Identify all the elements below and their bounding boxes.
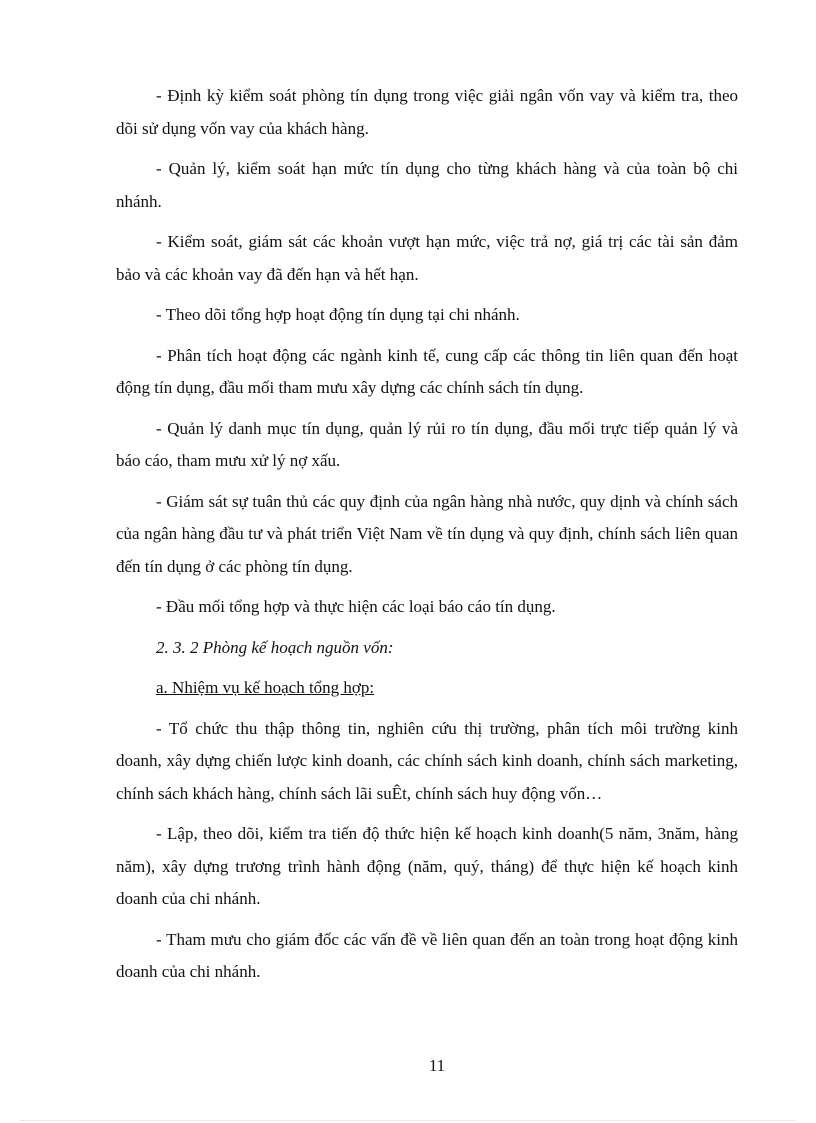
paragraph-economic-analysis: - Phân tích hoạt động các ngành kinh tế, cung cấp các thông tin liên quan đến hoạt động tín dụng, đầu mối tham mưu xây dựng các chính sách tín dụng.: [116, 345, 738, 397]
paragraph-compliance-supervision: - Giám sát sự tuân thủ các quy định của ngân hàng nhà nước, quy dịnh và chính sách của ngân hàng đầu tư và phát triển Việt Nam về tín dụng và quy định, chính sách liên quan đến tín dụng ở các phòng tín dụng.: [116, 491, 738, 576]
paragraph-market-research: - Tổ chức thu thập thông tin, nghiên cứu thị trường, phân tích môi trường kinh doanh, xây dựng chiến lược kinh doanh, các chính sách kinh doanh, chính sách marketing, chính sách khách hàng, chính sách lãi suÊt, chính sách huy động vốn…: [116, 718, 738, 803]
page-number: 11: [428, 1056, 446, 1075]
paragraph-credit-reporting: - Đầu mối tổng hợp và thực hiện các loại báo cáo tín dụng.: [156, 597, 556, 616]
paragraph-credit-activity-tracking: - Theo dõi tổng hợp hoạt động tín dụng tại chi nhánh.: [156, 305, 520, 324]
subsection-heading-text: a. Nhiệm vụ kế hoạch tổng hợp:: [156, 678, 375, 697]
paragraph-credit-portfolio: - Quản lý danh mục tín dụng, quản lý rủi ro tín dụng, đầu mối trực tiếp quản lý và báo cáo, tham mưu xử lý nợ xấu.: [116, 418, 738, 470]
paragraph-disbursement-control: - Định kỳ kiểm soát phòng tín dụng trong việc giải ngân vốn vay và kiểm tra, theo dõi sử dụng vốn vay của khách hàng.: [116, 86, 738, 138]
paragraph-business-plan: - Lập, theo dõi, kiểm tra tiến độ thức hiện kế hoạch kinh doanh(5 năm, 3năm, hàng năm), xây dựng trương trình hành động (năm, quý, tháng) để thực hiện kế hoạch kinh doanh của chi nhánh.: [116, 824, 738, 908]
paragraph-overlimit-supervision: - Kiểm soát, giám sát các khoản vượt hạn mức, việc trả nợ, giá trị các tài sản đảm bảo và các khoản vay đã đến hạn và hết hạn.: [116, 232, 738, 284]
section-heading: 2. 3. 2 Phòng kế hoạch nguồn vốn:: [156, 637, 394, 657]
document-body: [116, 80, 738, 997]
page-bottom-divider: [20, 1120, 796, 1121]
paragraph-director-advice: - Tham mưu cho giám đốc các vấn đề về liên quan đến an toàn trong hoạt động kinh doanh của chi nhánh.: [116, 929, 738, 981]
subsection-heading: [116, 672, 738, 705]
paragraph-credit-limit-management: - Quản lý, kiểm soát hạn mức tín dụng cho từng khách hàng và của toàn bộ chi nhánh.: [116, 159, 738, 211]
